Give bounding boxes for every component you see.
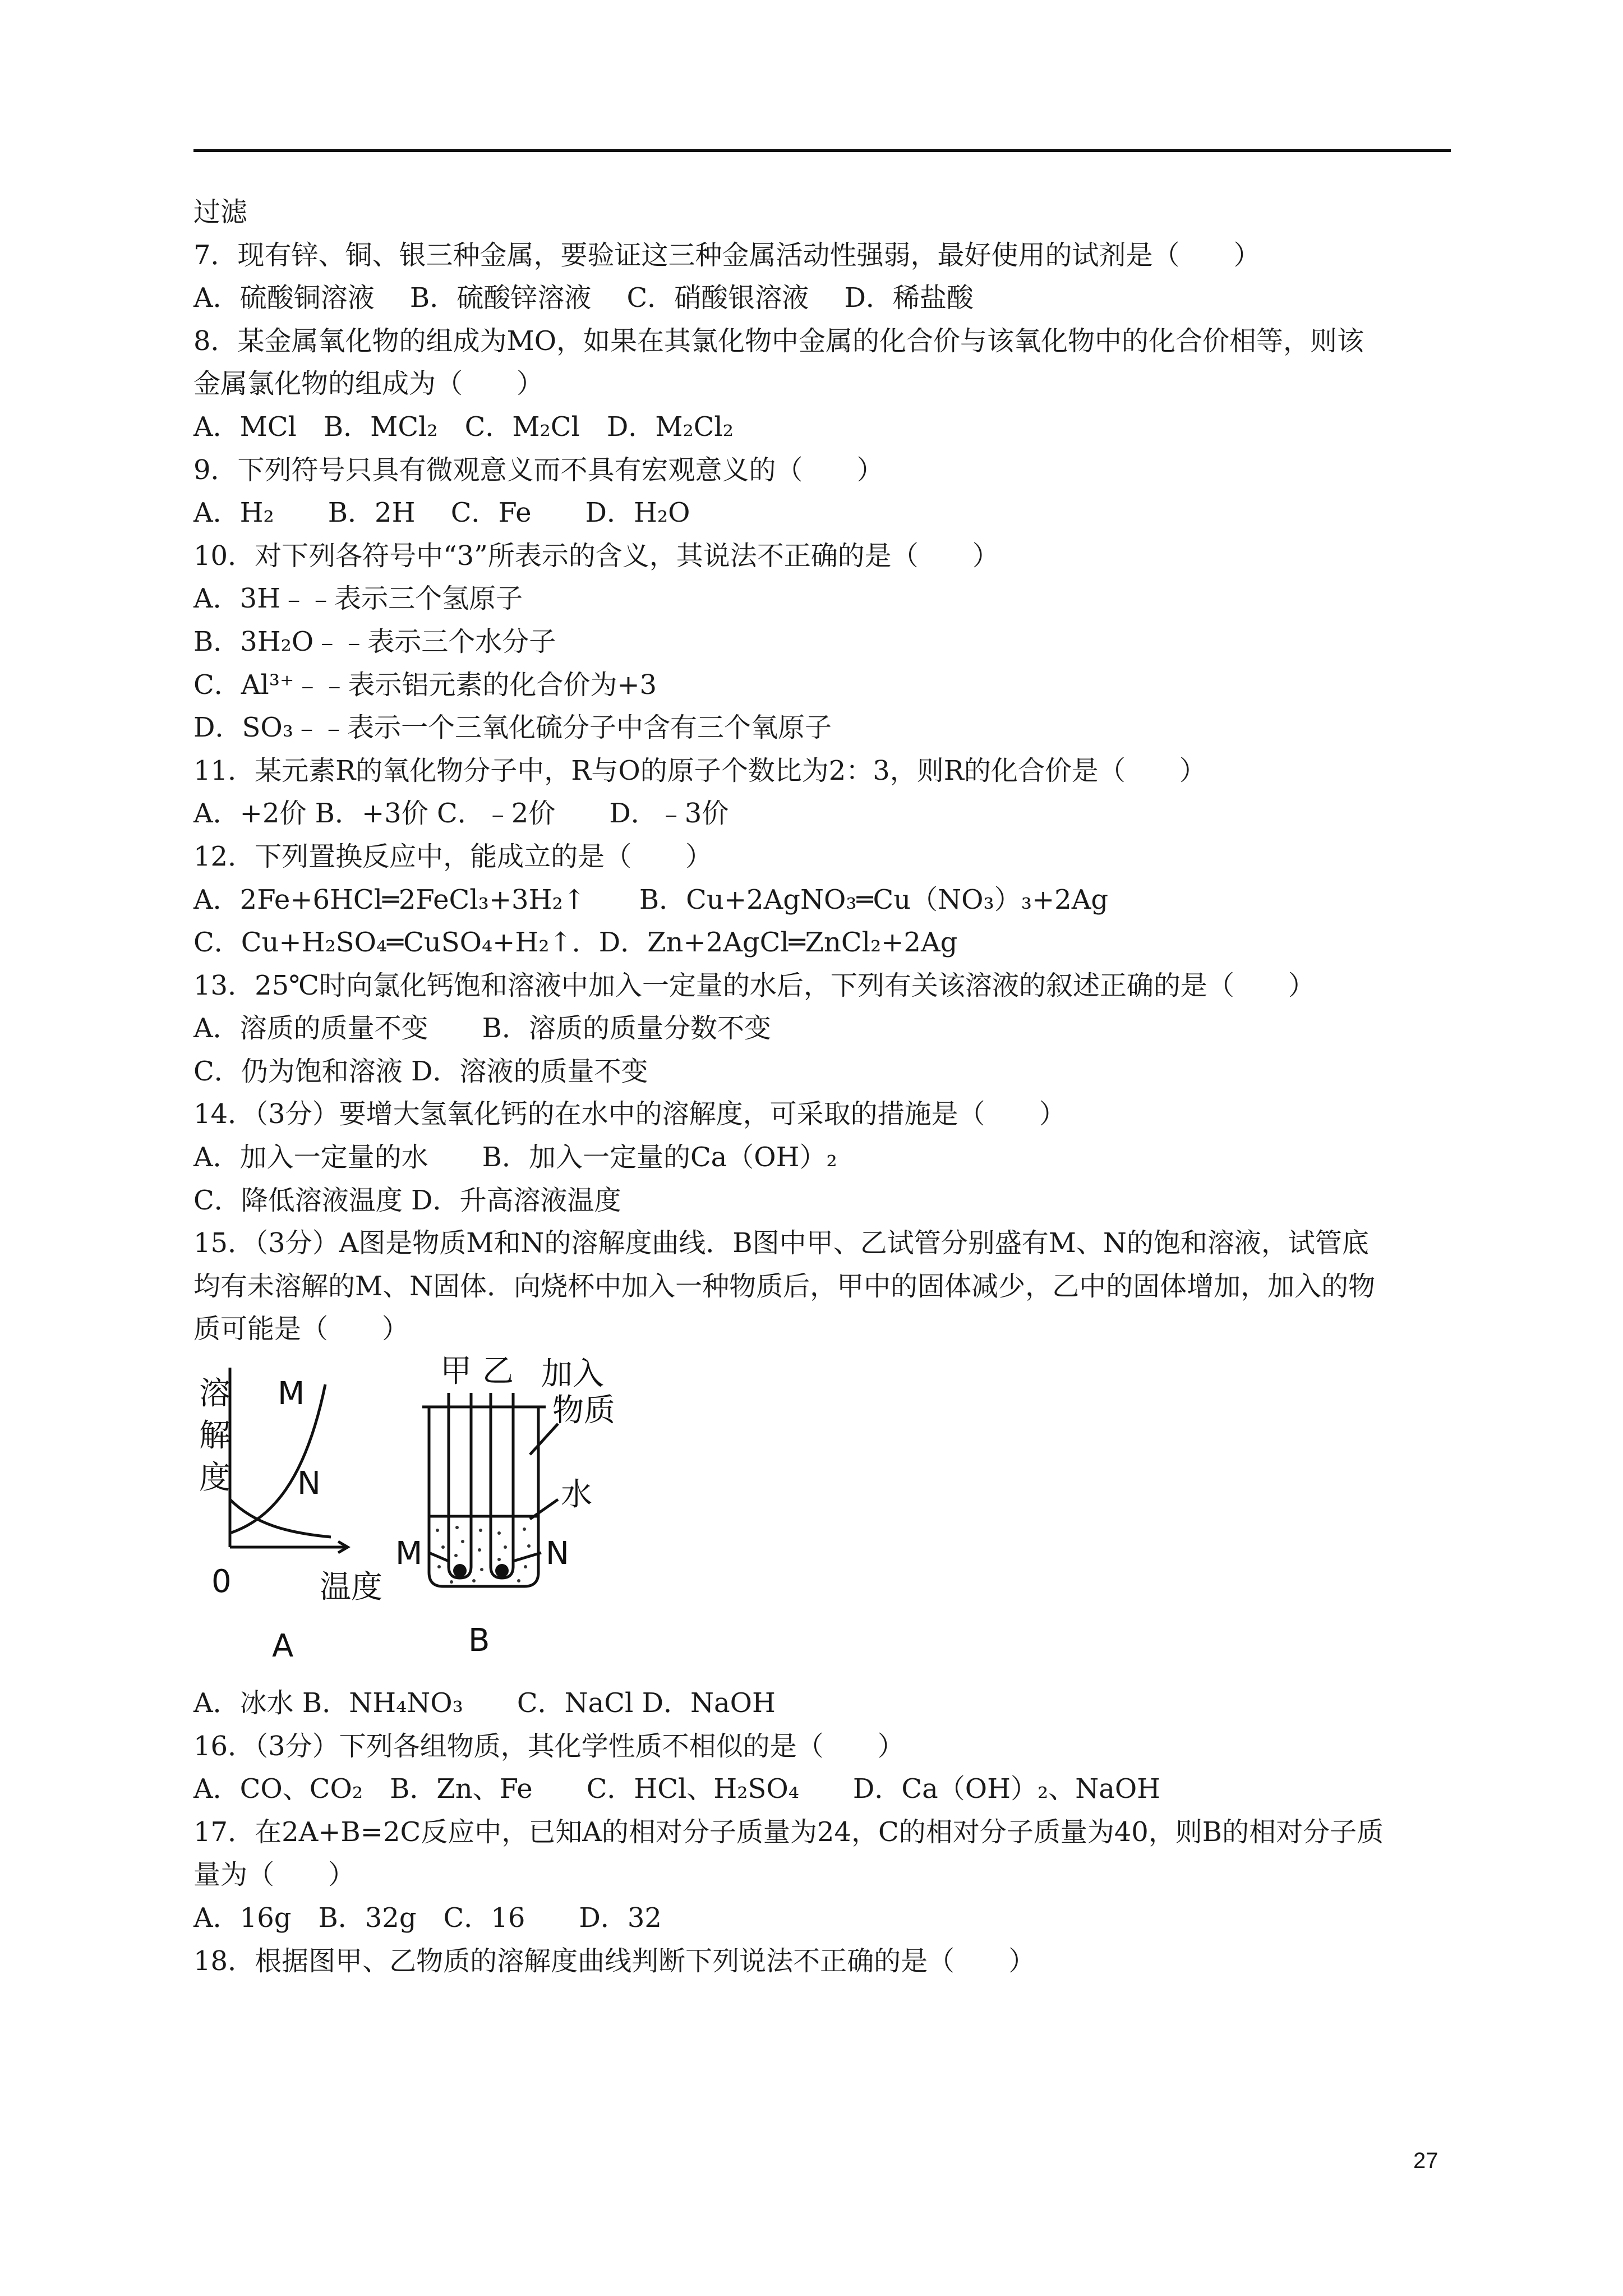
added-label-1: 加入 — [541, 1356, 604, 1393]
water-label: 水 — [561, 1476, 592, 1513]
figure-solubility — [193, 1351, 1451, 1682]
question-14: 14．（3分）要增大氢氧化钙的在水中的溶解度，可采取的措施是（ ） — [193, 1098, 1066, 1130]
question-11: 11．某元素R的氧化物分子中，R与O的原子个数比为2：3，则R的化合价是（ ） — [193, 754, 1206, 786]
question-8-cont: 金属氯化物的组成为（ ） — [193, 368, 544, 400]
tube-left-label: 甲 — [440, 1353, 472, 1390]
question-12-options-ab: A．2Fe+6HCl═2FeCl₃+3H₂↑ B．Cu+2AgNO₃═Cu（NO₃）₃+2Ag — [193, 884, 1109, 915]
curve-n — [230, 1499, 331, 1537]
question-17: 17．在2A+B=2C反应中，已知A的相对分子质量为24，C的相对分子质量为40，则B的相对分子质 — [193, 1816, 1384, 1848]
solid-m — [453, 1564, 467, 1577]
tube-right-label: 乙 — [482, 1353, 514, 1390]
ylabel-1: 溶 — [199, 1375, 230, 1412]
question-10-option-a: A．3H﹣﹣表示三个氢原子 — [193, 583, 523, 615]
question-15-options: A．冰水 B．NH₄NO₃ C．NaCl D．NaOH — [193, 1687, 776, 1719]
figure-svg — [193, 1351, 1451, 1682]
added-label-2: 物质 — [552, 1392, 615, 1429]
question-15-cont-1: 均有未溶解的M、N固体．向烧杯中加入一种物质后，甲中的固体减少，乙中的固体增加，加入的物 — [193, 1270, 1376, 1302]
question-16-options: A．CO、CO₂ B．Zn、Fe C．HCl、H₂SO₄ D．Ca（OH）₂、NaOH — [193, 1773, 1161, 1805]
question-11-options: A．+2价 B．+3价 C．﹣2价 D．﹣3价 — [193, 798, 729, 830]
question-9: 9．下列符号只具有微观意义而不具有宏观意义的（ ） — [193, 454, 884, 486]
question-7: 7．现有锌、铜、银三种金属，要验证这三种金属活动性强弱，最好使用的试剂是（ ） — [193, 239, 1261, 271]
solid-n — [495, 1564, 509, 1577]
question-13-options-ab: A．溶质的质量不变 B．溶质的质量分数不变 — [193, 1013, 771, 1045]
question-14-options-ab: A．加入一定量的水 B．加入一定量的Ca（OH）₂ — [193, 1142, 837, 1174]
question-10-option-c: C．Al³⁺﹣﹣表示铝元素的化合价为+3 — [193, 669, 657, 701]
text-line: 过滤 — [193, 196, 248, 228]
question-12-options-cd: C．Cu+H₂SO₄═CuSO₄+H₂↑．D．Zn+2AgCl═ZnCl₂+2Ag — [193, 927, 958, 959]
question-9-options: A．H₂ B．2H C．Fe D．H₂O — [193, 497, 690, 529]
question-18: 18．根据图甲、乙物质的溶解度曲线判断下列说法不正确的是（ ） — [193, 1945, 1036, 1977]
question-15: 15．（3分）A图是物质M和N的溶解度曲线．B图中甲、乙试管分别盛有M、N的饱和溶液，试管底 — [193, 1227, 1369, 1259]
question-14-options-cd: C．降低溶液温度 D．升高溶液温度 — [193, 1184, 621, 1216]
caption-b: B — [468, 1622, 490, 1659]
question-16: 16．（3分）下列各组物质，其化学性质不相似的是（ ） — [193, 1730, 905, 1762]
label-n: N — [297, 1465, 321, 1502]
question-7-options: A．硫酸铜溶液 B．硫酸锌溶液 C．硝酸银溶液 D．稀盐酸 — [193, 282, 974, 314]
question-8: 8．某金属氧化物的组成为MO，如果在其氯化物中金属的化合价与该氧化物中的化合价相等，则该 — [193, 325, 1364, 357]
question-10-option-b: B．3H₂O﹣﹣表示三个水分子 — [193, 625, 556, 657]
leader-water — [530, 1499, 558, 1519]
leader-m — [429, 1553, 449, 1561]
tube-left — [449, 1393, 471, 1578]
question-13-options-cd: C．仍为饱和溶液 D．溶液的质量不变 — [193, 1055, 648, 1087]
figure-b — [422, 1393, 558, 1586]
ylabel-2: 解 — [199, 1418, 230, 1455]
tube-right — [491, 1393, 513, 1578]
solid-m-label: M — [395, 1535, 423, 1572]
question-10: 10．对下列各符号中“3”所表示的含义，其说法不正确的是（ ） — [193, 540, 999, 572]
caption-a: A — [272, 1628, 294, 1665]
page-number: 27 — [1413, 2148, 1438, 2173]
question-12: 12．下列置换反应中，能成立的是（ ） — [193, 840, 713, 872]
question-17-cont: 量为（ ） — [193, 1859, 356, 1891]
label-m: M — [278, 1375, 305, 1412]
origin-label: 0 — [211, 1563, 232, 1600]
question-10-option-d: D．SO₃﹣﹣表示一个三氧化硫分子中含有三个氧原子 — [193, 712, 832, 744]
header-rule — [193, 149, 1451, 152]
question-13: 13．25℃时向氯化钙饱和溶液中加入一定量的水后，下列有关该溶液的叙述正确的是（ ） — [193, 969, 1315, 1001]
document-body — [193, 191, 1451, 1982]
solid-n-label: N — [546, 1535, 569, 1572]
question-15-cont-2: 质可能是（ ） — [193, 1313, 409, 1345]
question-8-options: A．MCl B．MCl₂ C．M₂Cl D．M₂Cl₂ — [193, 411, 734, 443]
xlabel: 温度 — [320, 1569, 382, 1606]
question-17-options: A．16g B．32g C．16 D．32 — [193, 1902, 662, 1934]
ylabel-3: 度 — [199, 1460, 230, 1497]
